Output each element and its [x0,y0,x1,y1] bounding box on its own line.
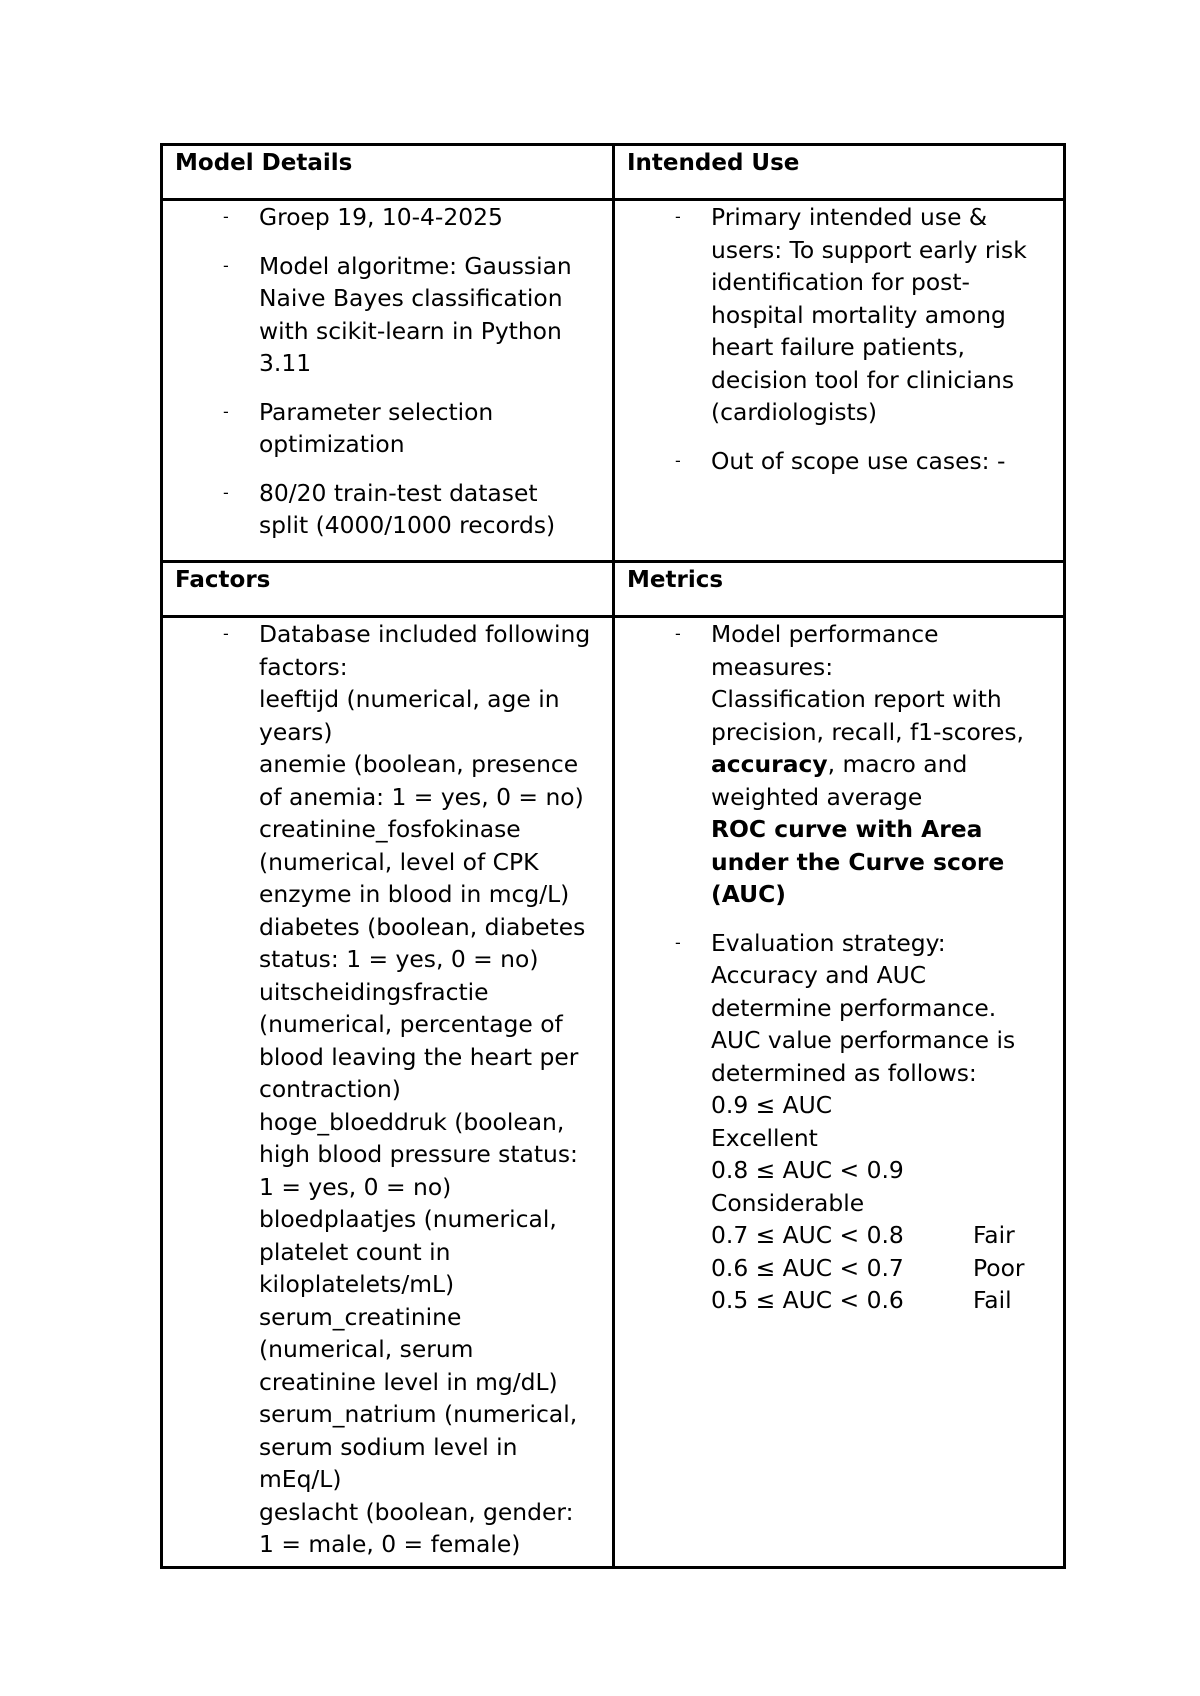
text-line: Evaluation strategy: [711,928,946,957]
intended-use-cell [615,201,1063,560]
auc-row [711,1219,1057,1252]
bullet-dash: - [223,482,229,502]
auc-label: Fair [973,1221,1015,1249]
text-line: determine performance. [711,993,997,1022]
auc-range: 0.7 ≤ AUC < 0.8 [711,1221,904,1249]
text-line: kiloplatelets/mL) [259,1270,455,1298]
text-line: hospital mortality among [711,300,1006,329]
bullet-dash: - [223,401,229,421]
accuracy-bold: accuracy [711,750,828,778]
bullet-dash: - [223,624,229,643]
text-line: AUC value performance is [711,1026,1016,1054]
text-line: Primary intended use & [711,203,988,231]
text-line: 0.8 ≤ AUC < 0.9 [711,1156,904,1184]
bullet-dash: - [223,255,229,275]
text-line: hoge_bloeddruk (boolean, [259,1107,565,1136]
text-line: precision, recall, f1-scores, [711,717,1024,746]
text-line: ROC curve with Area [711,815,983,843]
bullet-dash: - [675,932,681,952]
text-line: platelet count in [259,1237,451,1266]
text-line: enzyme in blood in mcg/L) [259,880,570,908]
text-line: serum sodium level in [259,1432,518,1461]
text-line: Parameter selection [259,397,494,426]
text-line: 80/20 train-test dataset [259,478,538,507]
text-line: status: 1 = yes, 0 = no) [259,945,539,973]
text-line: (numerical, percentage of [259,1010,563,1038]
list-item [615,201,1063,429]
text-line: geslacht (boolean, gender: [259,1497,574,1526]
accuracy-line [711,748,1057,781]
text-line: 0.9 ≤ AUC [711,1091,833,1119]
text-line: decision tool for clinicians [711,365,1015,394]
text-line: of anemia: 1 = yes, 0 = no) [259,782,584,811]
text-line: users: To support early risk [711,235,1027,264]
list-item [163,201,612,234]
text-line: heart failure patients, [711,333,965,361]
text-line: determined as follows: [711,1058,977,1087]
text-line: (numerical, serum [259,1335,474,1363]
text-line: Excellent [711,1123,818,1152]
text-line: split (4000/1000 records) [259,511,556,539]
text-line: Model algoritme: Gaussian [259,251,572,280]
text-line: 1 = male, 0 = female) [259,1530,521,1558]
factors-heading: Factors [163,563,615,615]
text-line: (AUC) [711,880,786,908]
text-line: contraction) [259,1075,401,1103]
text-line: 3.11 [259,349,312,377]
text-line: bloedplaatjes (numerical, [259,1205,557,1233]
factors-cell [163,618,615,1566]
evaluation-strategy-item [615,927,1063,1317]
list-item [163,396,612,461]
text-line: factors: [259,652,348,681]
auc-range: 0.6 ≤ AUC < 0.7 [711,1253,904,1282]
text-line: Database included following [259,620,591,648]
metrics-cell [615,618,1063,1566]
perf-tail: weighted average [711,782,923,811]
bullet-dash: - [223,207,229,226]
text-line: serum_natrium (numerical, [259,1400,578,1428]
text-line: (cardiologists) [711,398,878,426]
model-details-cell [163,201,615,560]
text-line: optimization [259,430,405,458]
text-line: measures: [711,652,834,681]
auc-row [711,1284,1057,1317]
metrics-heading: Metrics [627,567,724,593]
text-line: 1 = yes, 0 = no) [259,1172,452,1201]
text-line: years) [259,717,333,746]
auc-range: 0.5 ≤ AUC < 0.6 [711,1286,904,1314]
bullet-dash: - [675,450,681,470]
text-line: serum_creatinine [259,1302,462,1331]
header-row-2 [163,563,1063,618]
bullet-dash: - [675,624,681,643]
text-line: (numerical, level of CPK [259,847,539,876]
text-line: identification for post- [711,268,970,296]
text-line: diabetes (boolean, diabetes [259,912,586,941]
list-item [615,445,1063,478]
text-line: Considerable [711,1188,865,1217]
model-card-table [160,143,1066,1569]
list-item [163,477,612,542]
text-line: Groep 19, 10-4-2025 [259,203,503,231]
auc-label: Fail [973,1286,1012,1314]
body-row-1 [163,201,1063,563]
header-row-1 [163,146,1063,201]
text-line: anemie (boolean, presence [259,750,579,778]
auc-row [711,1252,1057,1285]
text-line: uitscheidingsfractie [259,977,489,1006]
auc-label: Poor [973,1253,1025,1282]
text-line: leeftijd (numerical, age in [259,685,560,713]
body-row-2 [163,618,1063,1566]
text-line: Naive Bayes classification [259,284,563,312]
text-line: mEq/L) [259,1465,342,1493]
bullet-dash: - [675,207,681,226]
text-line: high blood pressure status: [259,1140,578,1168]
text-line: creatinine level in mg/dL) [259,1367,558,1396]
model-details-list [163,201,612,542]
text-line: with scikit-learn in Python [259,316,562,345]
text-line: blood leaving the heart per [259,1042,579,1071]
intended-use-heading: Intended Use [627,150,800,176]
text-line: under the Curve score [711,847,1005,876]
text-line: Out of scope use cases: - [711,446,1006,475]
accuracy-rest: , macro and [827,750,968,778]
performance-measures-item [615,618,1063,911]
model-details-heading: Model Details [163,146,615,198]
list-item [163,250,612,380]
factors-list-item [163,618,612,1561]
text-line: creatinine_fosfokinase [259,815,521,843]
text-line: Accuracy and AUC [711,961,927,989]
intended-use-list [615,201,1063,477]
text-line: Model performance [711,620,939,648]
text-line: Classification report with [711,685,1002,713]
